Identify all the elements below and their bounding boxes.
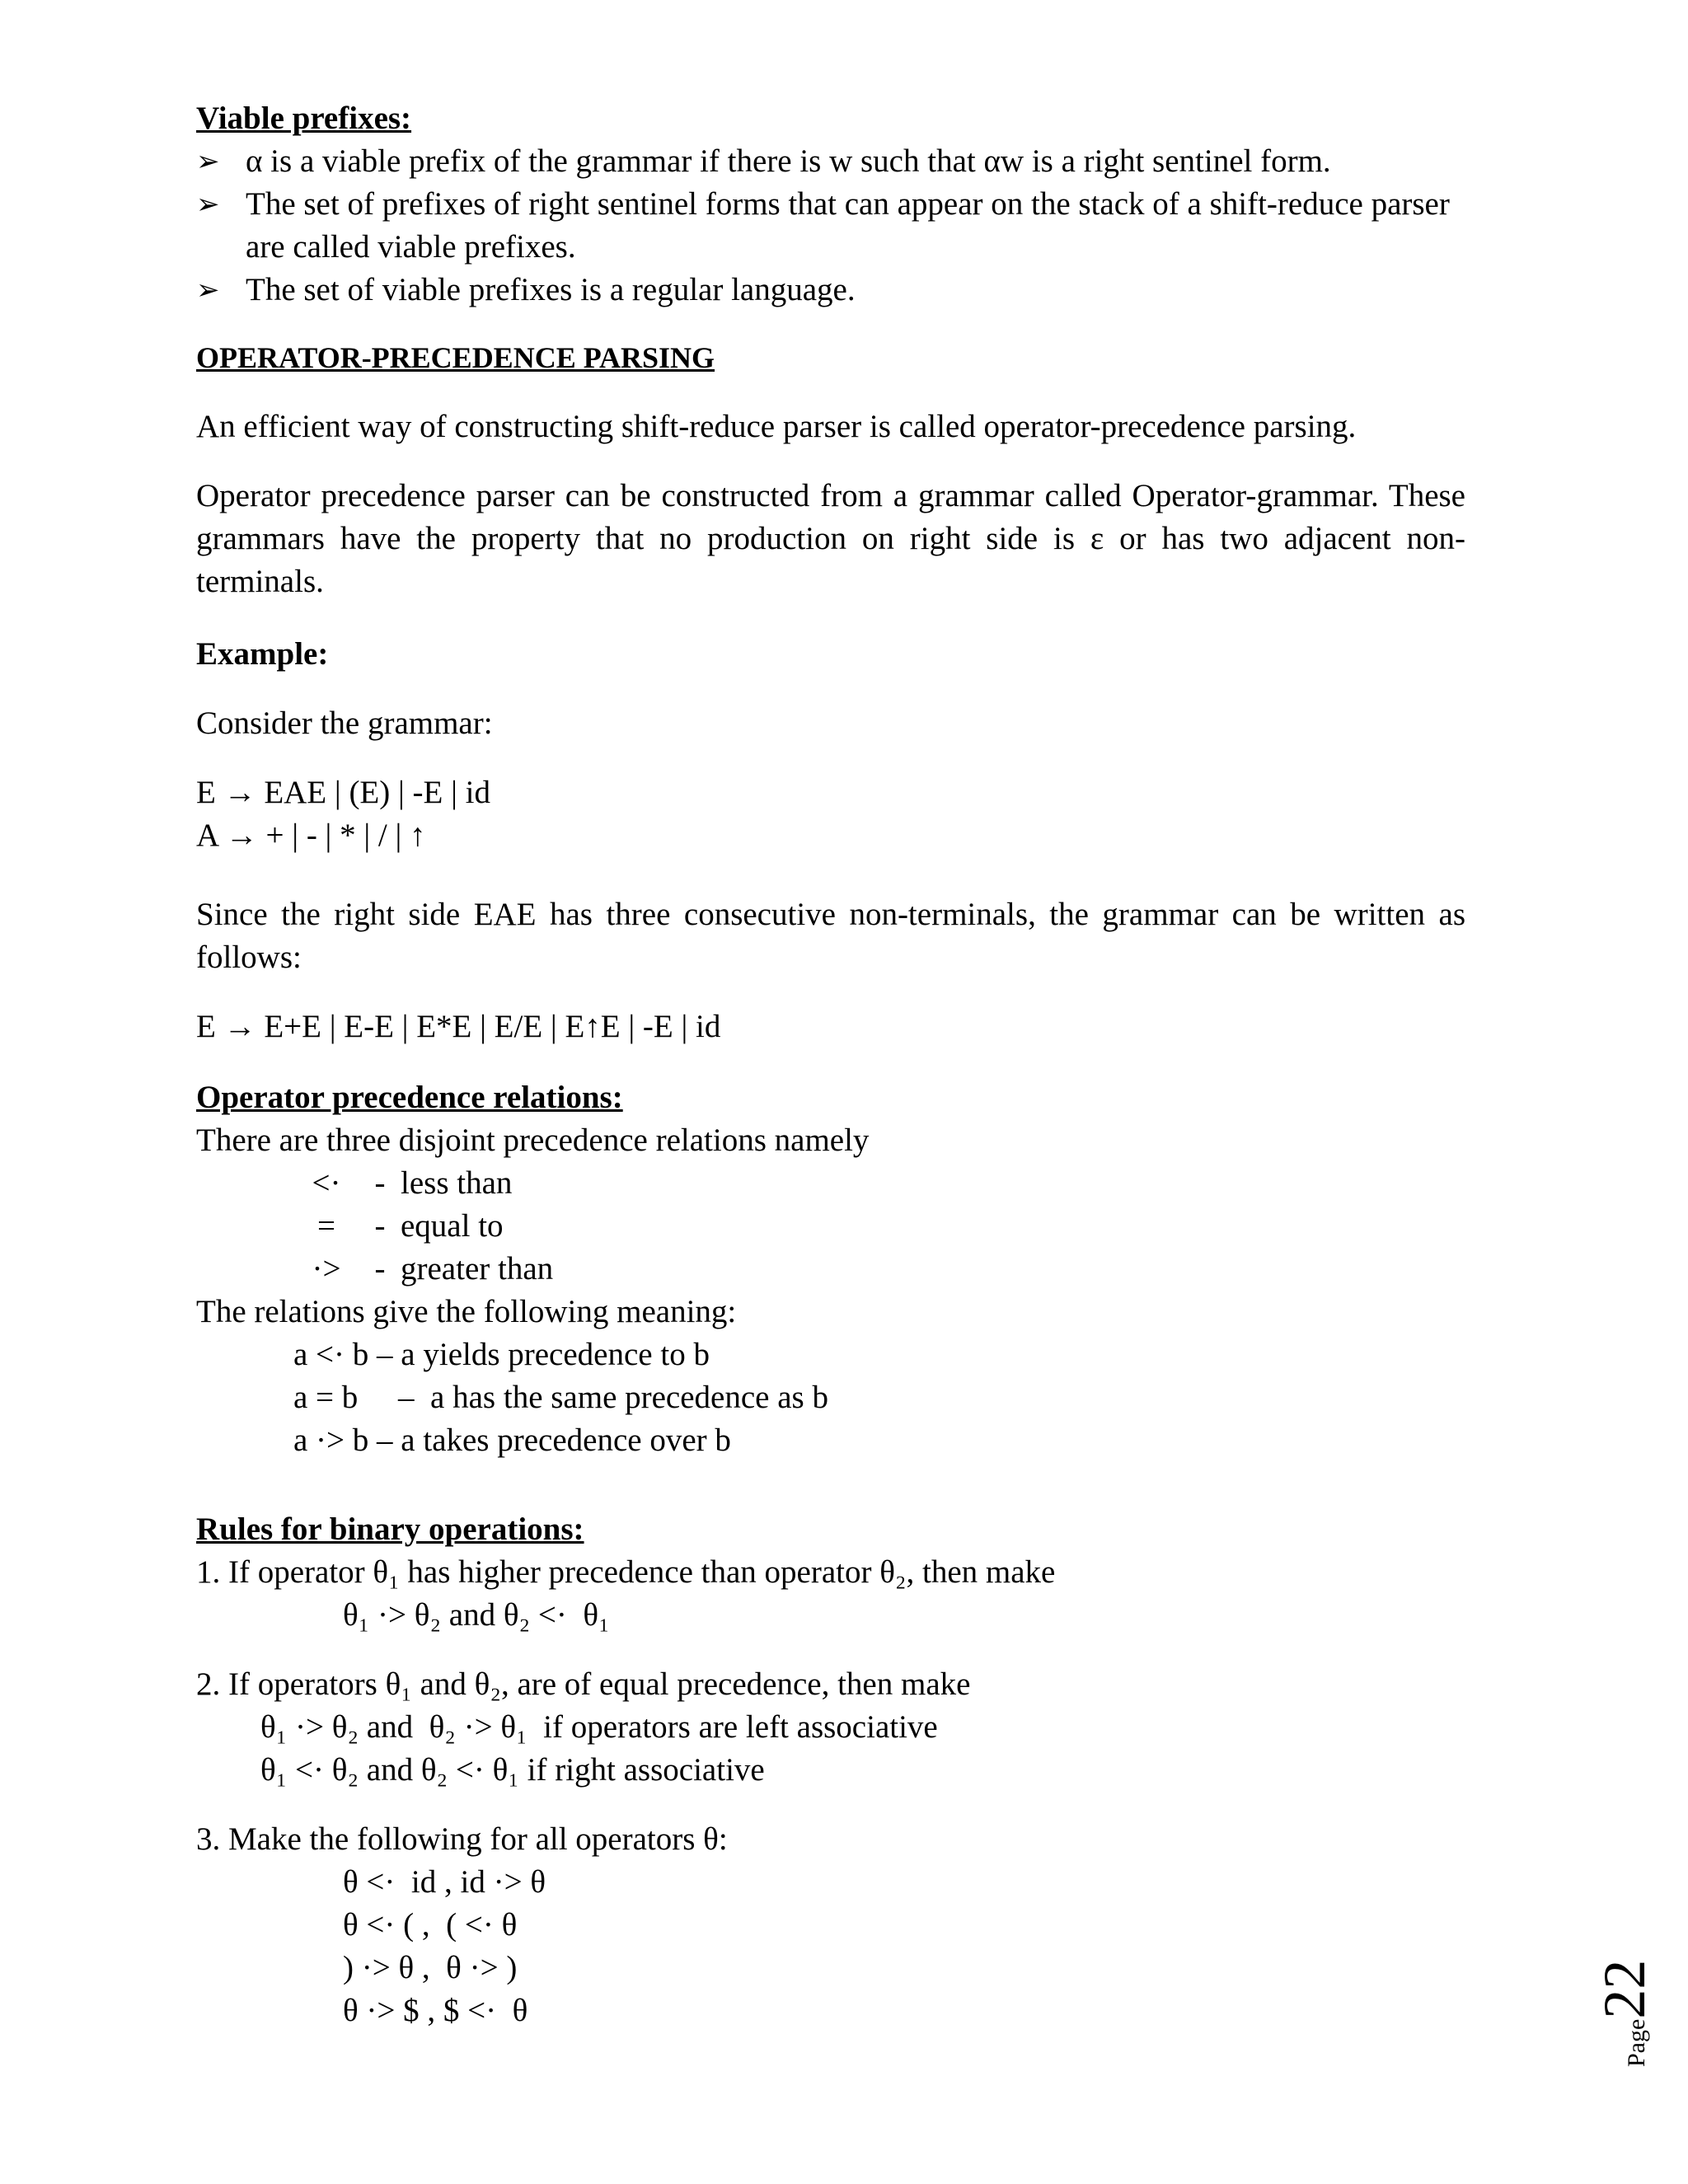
page-number (1592, 1935, 1661, 2067)
page-digit: 22 (1592, 1959, 1658, 2019)
relation-symbol: ·> (312, 1251, 341, 1286)
example-paragraph: Since the right side EAE has three consecutive non-terminals, the grammar can be written as follows: (196, 897, 1465, 975)
list-item: ➢ The set of prefixes of right sentinel forms that can appear on the stack of a shift-reduce parser are called viable prefixes. (196, 183, 1465, 269)
operator-precedence-heading: OPERATOR-PRECEDENCE PARSING (196, 341, 715, 374)
arrowhead-bullet-icon: ➢ (196, 188, 220, 221)
page-label: Page (1623, 2018, 1650, 2067)
relation-symbol: <· (312, 1165, 341, 1201)
example-heading: Example: (196, 636, 329, 672)
example-intro: Consider the grammar: (196, 705, 493, 741)
rule-3-sub: θ <· ( , ( <· θ (343, 1907, 518, 1943)
opp-paragraph-1: An efficient way of constructing shift-reduce parser is called operator-precedence parsing. (196, 409, 1357, 444)
grammar-line: A → + | - | * | / | ↑ (196, 818, 426, 853)
meanings-block (293, 1333, 1465, 1462)
rule-2-sub: θ₁ <· θ₂ and θ₂ <· θ₁ if right associative (260, 1752, 765, 1788)
relation-row (293, 1162, 1465, 1205)
rule-2-sub: θ₁ ·> θ₂ and θ₂ ·> θ₁ if operators are left associative (260, 1709, 938, 1745)
relations-intro: There are three disjoint precedence relations namely (196, 1122, 870, 1158)
meaning-line: a <· b – a yields precedence to b (293, 1337, 710, 1372)
meaning-line: a = b – a has the same precedence as b (293, 1380, 828, 1415)
relations-table (293, 1162, 1465, 1291)
rule-3-sub: θ ·> $ , $ <· θ (343, 1993, 528, 2028)
arrowhead-bullet-icon: ➢ (196, 274, 220, 307)
rule-3-sub: θ <· id , id ·> θ (343, 1864, 546, 1900)
meaning-line: a ·> b – a takes precedence over b (293, 1422, 731, 1458)
page-content (196, 97, 1465, 2032)
rewritten-grammar: E → E+E | E-E | E*E | E/E | E↑E | -E | id (196, 1009, 721, 1044)
list-item: ➢ The set of viable prefixes is a regular language. (196, 269, 1465, 312)
rule-2: 2. If operators θ₁ and θ₂, are of equal precedence, then make (196, 1666, 971, 1702)
relation-dash: - (374, 1165, 386, 1201)
relation-dash: - (374, 1208, 386, 1244)
grammar-line: E → EAE | (E) | -E | id (196, 775, 490, 810)
relation-meaning: equal to (401, 1208, 504, 1244)
rule-3: 3. Make the following for all operators θ: (196, 1821, 728, 1857)
meaning-intro: The relations give the following meaning: (196, 1294, 737, 1329)
relation-dash: - (374, 1251, 386, 1286)
rules-heading: Rules for binary operations: (196, 1511, 584, 1547)
rule-3-sub: ) ·> θ , θ ·> ) (343, 1950, 518, 1985)
relation-row (293, 1248, 1465, 1291)
relation-row (293, 1205, 1465, 1248)
relation-meaning: less than (401, 1165, 513, 1201)
opp-paragraph-2: Operator precedence parser can be constructed from a grammar called Operator-grammar. These grammars have the property that no production on right side is ε or has two adjacent non-terminals. (196, 478, 1465, 599)
viable-prefixes-heading: Viable prefixes: (196, 101, 412, 136)
grammar-block (196, 771, 1465, 857)
relation-symbol: = (317, 1208, 335, 1244)
rule-1: 1. If operator θ₁ has higher precedence than operator θ₂, then make (196, 1554, 1056, 1590)
arrowhead-bullet-icon: ➢ (196, 145, 220, 178)
viable-prefixes-list (196, 140, 1465, 312)
relation-meaning: greater than (401, 1251, 554, 1286)
list-item: ➢ α is a viable prefix of the grammar if there is w such that αw is a right sentinel form. (196, 140, 1465, 183)
rule-1-sub: θ₁ ·> θ₂ and θ₂ <· θ₁ (343, 1597, 610, 1633)
relations-heading: Operator precedence relations: (196, 1080, 623, 1115)
